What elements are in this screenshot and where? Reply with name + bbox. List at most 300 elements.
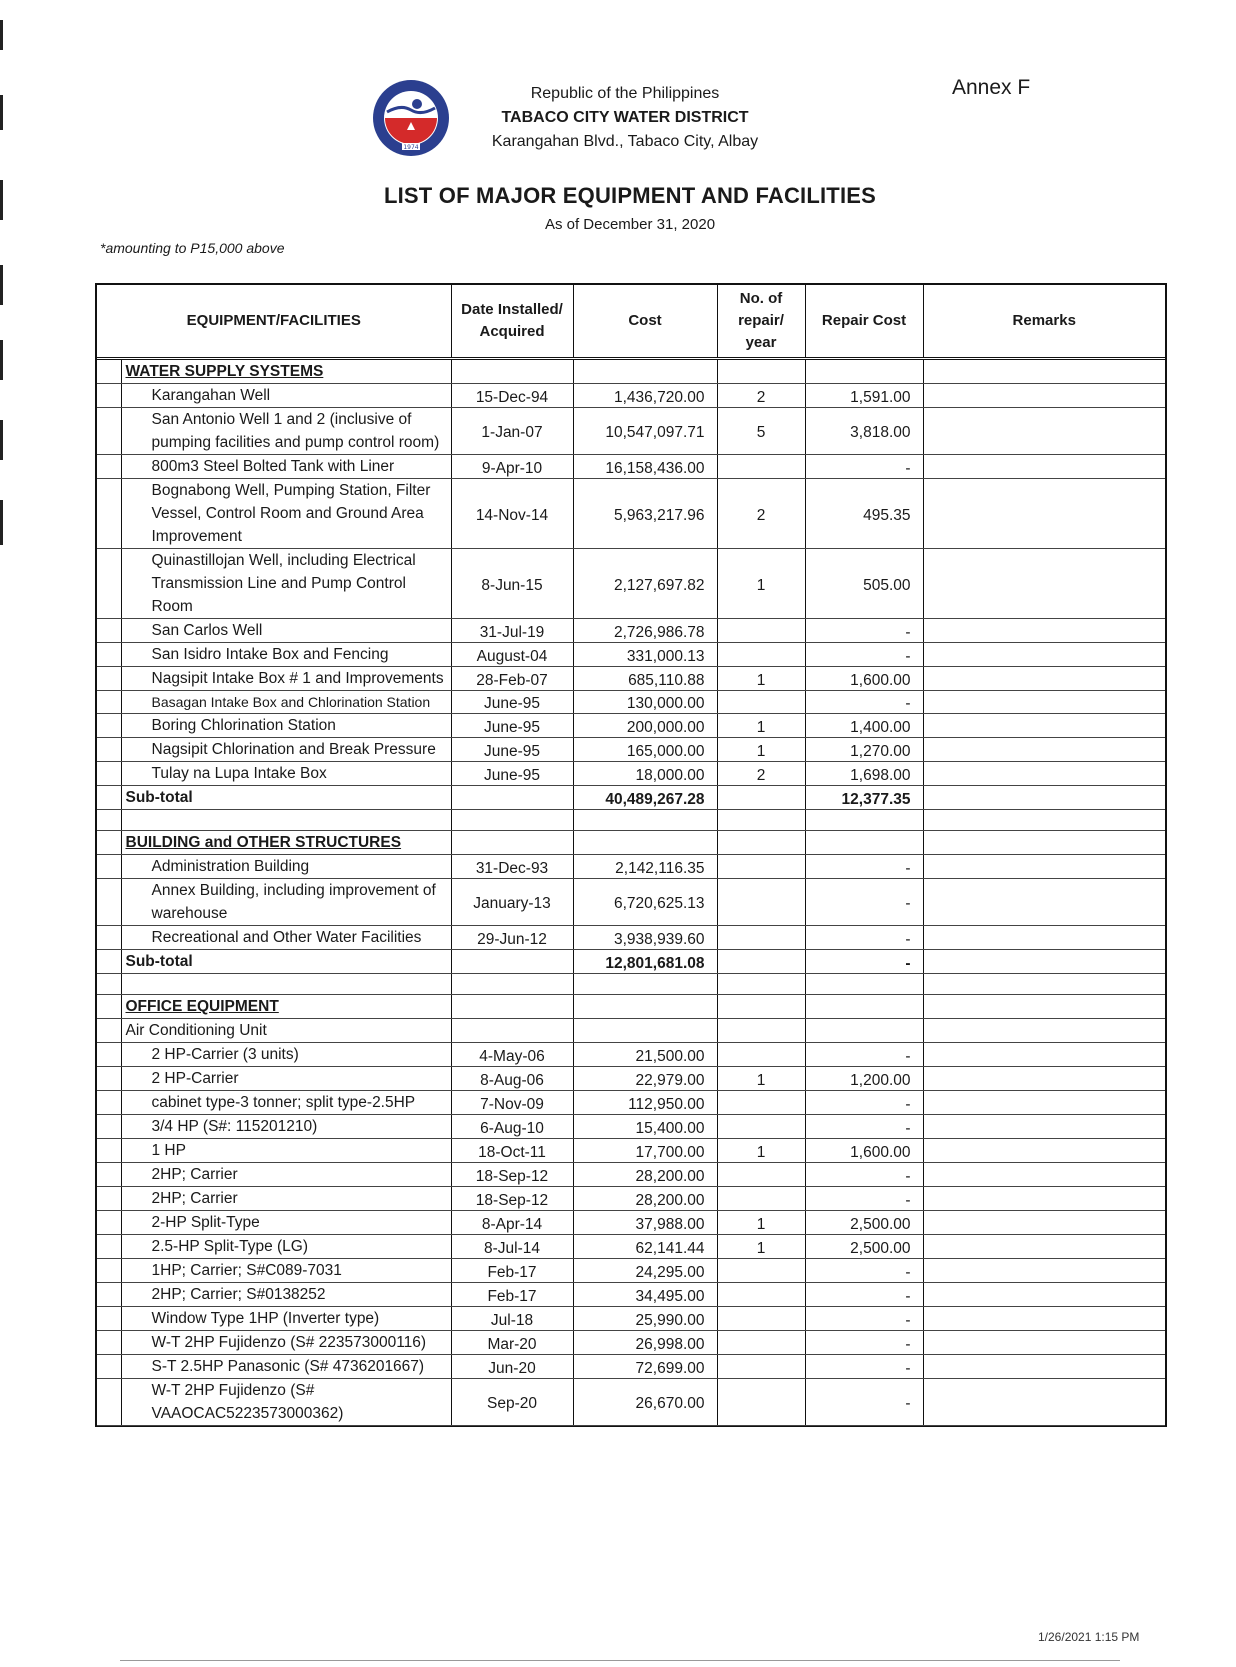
subtotal-row	[97, 950, 1165, 974]
remarks-cell	[923, 786, 1165, 810]
row-gutter	[97, 762, 121, 786]
cost-value: 18,000.00	[573, 762, 717, 786]
amount-footnote: *amounting to P15,000 above	[100, 240, 285, 256]
row-gutter	[97, 359, 121, 384]
subtotal-cost: 40,489,267.28	[573, 786, 717, 810]
repair-count: 1	[717, 714, 805, 738]
empty-cell	[573, 974, 717, 995]
equipment-name: Recreational and Other Water Facilities	[121, 926, 451, 950]
date-installed: 28-Feb-07	[451, 667, 573, 691]
remarks-cell	[923, 738, 1165, 762]
empty-cell	[805, 831, 923, 855]
cost-value: 24,295.00	[573, 1259, 717, 1283]
equipment-name: 2-HP Split-Type	[121, 1211, 451, 1235]
remarks-cell	[923, 667, 1165, 691]
cost-value: 331,000.13	[573, 643, 717, 667]
equipment-name: 2HP; Carrier	[121, 1187, 451, 1211]
cost-value: 26,670.00	[573, 1379, 717, 1426]
repair-cost-value: -	[805, 1307, 923, 1331]
row-gutter	[97, 1379, 121, 1426]
subtotal-cost: 12,801,681.08	[573, 950, 717, 974]
table-row	[97, 549, 1165, 619]
repair-count	[717, 1115, 805, 1139]
date-installed: 18-Sep-12	[451, 1187, 573, 1211]
date-installed: 18-Oct-11	[451, 1139, 573, 1163]
equipment-name: 2.5-HP Split-Type (LG)	[121, 1235, 451, 1259]
date-installed: 7-Nov-09	[451, 1091, 573, 1115]
cost-value: 200,000.00	[573, 714, 717, 738]
repair-count: 1	[717, 549, 805, 619]
remarks-cell	[923, 762, 1165, 786]
remarks-cell	[923, 1307, 1165, 1331]
row-gutter	[97, 974, 121, 995]
section-heading-row	[97, 831, 1165, 855]
repair-count	[717, 455, 805, 479]
col-date: Date Installed/ Acquired	[451, 285, 573, 359]
empty-cell	[451, 950, 573, 974]
date-installed: Mar-20	[451, 1331, 573, 1355]
cost-value: 165,000.00	[573, 738, 717, 762]
repair-cost-value: 1,600.00	[805, 1139, 923, 1163]
section-heading-row	[97, 359, 1165, 384]
repair-count: 1	[717, 1139, 805, 1163]
repair-count: 2	[717, 384, 805, 408]
table-row	[97, 1163, 1165, 1187]
remarks-cell	[923, 384, 1165, 408]
date-installed: June-95	[451, 714, 573, 738]
table-row	[97, 714, 1165, 738]
annex-label: Annex F	[952, 76, 1031, 99]
subtotal-repair-cost: 12,377.35	[805, 786, 923, 810]
table-row	[97, 1067, 1165, 1091]
cost-value: 22,979.00	[573, 1067, 717, 1091]
col-remarks: Remarks	[923, 285, 1165, 359]
remarks-cell	[923, 619, 1165, 643]
repair-count: 1	[717, 667, 805, 691]
row-gutter	[97, 1235, 121, 1259]
equipment-name: 1HP; Carrier; S#C089-7031	[121, 1259, 451, 1283]
equipment-name: Karangahan Well	[121, 384, 451, 408]
row-gutter	[97, 1067, 121, 1091]
equipment-name: Window Type 1HP (Inverter type)	[121, 1307, 451, 1331]
date-installed: 14-Nov-14	[451, 479, 573, 549]
remarks-cell	[923, 691, 1165, 714]
table-row	[97, 1307, 1165, 1331]
empty-cell	[717, 950, 805, 974]
date-installed: Sep-20	[451, 1379, 573, 1426]
repair-cost-value: -	[805, 1259, 923, 1283]
blank-row	[97, 974, 1165, 995]
row-gutter	[97, 1259, 121, 1283]
group-heading: Air Conditioning Unit	[121, 1019, 451, 1043]
row-gutter	[97, 1355, 121, 1379]
table-row	[97, 1235, 1165, 1259]
repair-cost-value: -	[805, 1091, 923, 1115]
date-installed: 8-Apr-14	[451, 1211, 573, 1235]
repair-cost-value: -	[805, 855, 923, 879]
table-row	[97, 1355, 1165, 1379]
table-row	[97, 384, 1165, 408]
equipment-name: San Isidro Intake Box and Fencing	[121, 643, 451, 667]
repair-cost-value: 1,200.00	[805, 1067, 923, 1091]
date-installed: June-95	[451, 691, 573, 714]
table-row	[97, 1187, 1165, 1211]
row-gutter	[97, 667, 121, 691]
section-heading-row	[97, 995, 1165, 1019]
row-gutter	[97, 643, 121, 667]
repair-count	[717, 926, 805, 950]
date-installed: 31-Dec-93	[451, 855, 573, 879]
repair-cost-value: -	[805, 1043, 923, 1067]
cost-value: 37,988.00	[573, 1211, 717, 1235]
remarks-cell	[923, 1163, 1165, 1187]
repair-count	[717, 1379, 805, 1426]
remarks-cell	[923, 1211, 1165, 1235]
repair-count: 5	[717, 408, 805, 455]
empty-cell	[573, 810, 717, 831]
repair-cost-value: 1,600.00	[805, 667, 923, 691]
equipment-name: 3/4 HP (S#: 115201210)	[121, 1115, 451, 1139]
repair-count: 2	[717, 762, 805, 786]
group-heading-row	[97, 1019, 1165, 1043]
remarks-cell	[923, 714, 1165, 738]
table-body	[97, 359, 1165, 1426]
section-heading: BUILDING and OTHER STRUCTURES	[121, 831, 451, 855]
row-gutter	[97, 926, 121, 950]
equipment-name: Basagan Intake Box and Chlorination Station	[121, 691, 451, 714]
row-gutter	[97, 995, 121, 1019]
cost-value: 6,720,625.13	[573, 879, 717, 926]
table-row	[97, 455, 1165, 479]
row-gutter	[97, 384, 121, 408]
document-title: LIST OF MAJOR EQUIPMENT AND FACILITIES	[383, 183, 877, 208]
cost-value: 25,990.00	[573, 1307, 717, 1331]
repair-cost-value: -	[805, 926, 923, 950]
repair-count	[717, 1283, 805, 1307]
repair-cost-value: -	[805, 643, 923, 667]
empty-cell	[451, 995, 573, 1019]
repair-count: 1	[717, 738, 805, 762]
row-gutter	[97, 1043, 121, 1067]
equipment-name: Quinastillojan Well, including Electrical Transmission Line and Pump Control Room	[121, 549, 451, 619]
row-gutter	[97, 1187, 121, 1211]
table-header-row	[97, 285, 1165, 359]
date-installed: August-04	[451, 643, 573, 667]
repair-cost-value: -	[805, 691, 923, 714]
row-gutter	[97, 691, 121, 714]
table-row	[97, 762, 1165, 786]
cost-value: 72,699.00	[573, 1355, 717, 1379]
empty-cell	[923, 831, 1165, 855]
col-equipment: EQUIPMENT/FACILITIES	[97, 285, 451, 359]
empty-cell	[121, 810, 451, 831]
subtotal-label: Sub-total	[121, 950, 451, 974]
table-row	[97, 1379, 1165, 1426]
repair-count	[717, 619, 805, 643]
organization-address: Karangahan Blvd., Tabaco City, Albay	[491, 133, 759, 150]
date-installed: Jul-18	[451, 1307, 573, 1331]
date-installed: 15-Dec-94	[451, 384, 573, 408]
repair-cost-value: -	[805, 619, 923, 643]
repair-count	[717, 1187, 805, 1211]
repair-cost-value: 1,698.00	[805, 762, 923, 786]
equipment-name: S-T 2.5HP Panasonic (S# 4736201667)	[121, 1355, 451, 1379]
repair-count	[717, 879, 805, 926]
section-heading: WATER SUPPLY SYSTEMS	[121, 359, 451, 384]
remarks-cell	[923, 1139, 1165, 1163]
remarks-cell	[923, 643, 1165, 667]
table-row	[97, 738, 1165, 762]
republic-line: Republic of the Philippines	[530, 85, 720, 102]
date-installed: Feb-17	[451, 1259, 573, 1283]
empty-cell	[717, 1019, 805, 1043]
equipment-name: 2 HP-Carrier (3 units)	[121, 1043, 451, 1067]
repair-count	[717, 1043, 805, 1067]
repair-cost-value: -	[805, 1187, 923, 1211]
row-gutter	[97, 1163, 121, 1187]
repair-count	[717, 691, 805, 714]
repair-count	[717, 1163, 805, 1187]
section-heading: OFFICE EQUIPMENT	[121, 995, 451, 1019]
empty-cell	[805, 810, 923, 831]
repair-cost-value: 1,591.00	[805, 384, 923, 408]
table-row	[97, 1139, 1165, 1163]
water-district-seal	[371, 78, 451, 158]
equipment-name: cabinet type-3 tonner; split type-2.5HP	[121, 1091, 451, 1115]
remarks-cell	[923, 1259, 1165, 1283]
empty-cell	[805, 359, 923, 384]
empty-cell	[451, 359, 573, 384]
cost-value: 112,950.00	[573, 1091, 717, 1115]
col-repair-cost: Repair Cost	[805, 285, 923, 359]
cost-value: 26,998.00	[573, 1331, 717, 1355]
date-installed: 6-Aug-10	[451, 1115, 573, 1139]
equipment-name: Nagsipit Chlorination and Break Pressure	[121, 738, 451, 762]
date-installed: 9-Apr-10	[451, 455, 573, 479]
col-repairs: No. of repair/ year	[717, 285, 805, 359]
row-gutter	[97, 1115, 121, 1139]
empty-cell	[923, 974, 1165, 995]
date-installed: June-95	[451, 738, 573, 762]
repair-cost-value: -	[805, 1115, 923, 1139]
date-installed: 18-Sep-12	[451, 1163, 573, 1187]
cost-value: 34,495.00	[573, 1283, 717, 1307]
cost-value: 3,938,939.60	[573, 926, 717, 950]
row-gutter	[97, 1307, 121, 1331]
empty-cell	[717, 359, 805, 384]
remarks-cell	[923, 1355, 1165, 1379]
repair-cost-value: 505.00	[805, 549, 923, 619]
organization-header	[460, 82, 790, 154]
remarks-cell	[923, 549, 1165, 619]
repair-count	[717, 643, 805, 667]
repair-count	[717, 1331, 805, 1355]
cost-value: 130,000.00	[573, 691, 717, 714]
cost-value: 28,200.00	[573, 1187, 717, 1211]
date-installed: June-95	[451, 762, 573, 786]
equipment-name: San Carlos Well	[121, 619, 451, 643]
cost-value: 2,726,986.78	[573, 619, 717, 643]
cost-value: 2,127,697.82	[573, 549, 717, 619]
empty-cell	[121, 974, 451, 995]
subtotal-repair-cost: -	[805, 950, 923, 974]
repair-cost-value: 2,500.00	[805, 1235, 923, 1259]
cost-value: 5,963,217.96	[573, 479, 717, 549]
remarks-cell	[923, 1091, 1165, 1115]
row-gutter	[97, 879, 121, 926]
empty-cell	[451, 786, 573, 810]
row-gutter	[97, 738, 121, 762]
empty-cell	[923, 359, 1165, 384]
remarks-cell	[923, 408, 1165, 455]
row-gutter	[97, 1019, 121, 1043]
date-installed: January-13	[451, 879, 573, 926]
scan-edge-mark	[0, 500, 3, 545]
remarks-cell	[923, 1115, 1165, 1139]
cost-value: 10,547,097.71	[573, 408, 717, 455]
remarks-cell	[923, 926, 1165, 950]
remarks-cell	[923, 1067, 1165, 1091]
cost-value: 15,400.00	[573, 1115, 717, 1139]
table-row	[97, 1043, 1165, 1067]
table-row	[97, 1331, 1165, 1355]
empty-cell	[451, 1019, 573, 1043]
print-timestamp: 1/26/2021 1:15 PM	[1038, 1630, 1140, 1644]
remarks-cell	[923, 855, 1165, 879]
date-installed: 1-Jan-07	[451, 408, 573, 455]
remarks-cell	[923, 479, 1165, 549]
repair-count	[717, 1259, 805, 1283]
row-gutter	[97, 950, 121, 974]
repair-cost-value: -	[805, 1379, 923, 1426]
cost-value: 21,500.00	[573, 1043, 717, 1067]
repair-count	[717, 1091, 805, 1115]
row-gutter	[97, 1091, 121, 1115]
row-gutter	[97, 455, 121, 479]
equipment-name: San Antonio Well 1 and 2 (inclusive of pumping facilities and pump control room)	[121, 408, 451, 455]
repair-cost-value: -	[805, 879, 923, 926]
empty-cell	[451, 831, 573, 855]
row-gutter	[97, 810, 121, 831]
empty-cell	[573, 995, 717, 1019]
equipment-name: W-T 2HP Fujidenzo (S# 223573000116)	[121, 1331, 451, 1355]
table-row	[97, 1091, 1165, 1115]
as-of-date: As of December 31, 2020	[544, 216, 716, 233]
scan-edge-mark	[0, 340, 3, 380]
date-installed: 8-Aug-06	[451, 1067, 573, 1091]
empty-cell	[805, 974, 923, 995]
empty-cell	[717, 974, 805, 995]
row-gutter	[97, 1331, 121, 1355]
blank-row	[97, 810, 1165, 831]
row-gutter	[97, 714, 121, 738]
repair-count	[717, 1307, 805, 1331]
remarks-cell	[923, 1235, 1165, 1259]
table-row	[97, 1211, 1165, 1235]
equipment-name: Annex Building, including improvement of warehouse	[121, 879, 451, 926]
scan-edge-mark	[0, 420, 3, 460]
cost-value: 62,141.44	[573, 1235, 717, 1259]
remarks-cell	[923, 1379, 1165, 1426]
subtotal-label: Sub-total	[121, 786, 451, 810]
table-row	[97, 691, 1165, 714]
date-installed: 8-Jun-15	[451, 549, 573, 619]
table-row	[97, 879, 1165, 926]
scan-edge-mark	[0, 20, 3, 50]
svg-text:1974: 1974	[403, 144, 419, 151]
table-row	[97, 479, 1165, 549]
repair-cost-value: -	[805, 1355, 923, 1379]
remarks-cell	[923, 1187, 1165, 1211]
table-row	[97, 643, 1165, 667]
repair-cost-value: 1,270.00	[805, 738, 923, 762]
row-gutter	[97, 619, 121, 643]
repair-cost-value: -	[805, 1163, 923, 1187]
remarks-cell	[923, 1283, 1165, 1307]
equipment-name: 800m3 Steel Bolted Tank with Liner	[121, 455, 451, 479]
date-installed: 8-Jul-14	[451, 1235, 573, 1259]
row-gutter	[97, 831, 121, 855]
cost-value: 28,200.00	[573, 1163, 717, 1187]
repair-cost-value: -	[805, 455, 923, 479]
repair-cost-value: 3,818.00	[805, 408, 923, 455]
empty-cell	[923, 995, 1165, 1019]
row-gutter	[97, 479, 121, 549]
repair-count: 2	[717, 479, 805, 549]
empty-cell	[451, 810, 573, 831]
remarks-cell	[923, 1043, 1165, 1067]
equipment-name: 2HP; Carrier	[121, 1163, 451, 1187]
equipment-name: W-T 2HP Fujidenzo (S# VAAOCAC5223573000362)	[121, 1379, 451, 1426]
repair-cost-value: -	[805, 1283, 923, 1307]
empty-cell	[573, 359, 717, 384]
table-row	[97, 1283, 1165, 1307]
equipment-name: Administration Building	[121, 855, 451, 879]
repair-cost-value: 495.35	[805, 479, 923, 549]
repair-count: 1	[717, 1211, 805, 1235]
remarks-cell	[923, 1331, 1165, 1355]
repair-cost-value: 1,400.00	[805, 714, 923, 738]
repair-count	[717, 1355, 805, 1379]
row-gutter	[97, 1283, 121, 1307]
subtotal-row	[97, 786, 1165, 810]
table-row	[97, 667, 1165, 691]
cost-value: 2,142,116.35	[573, 855, 717, 879]
empty-cell	[923, 1019, 1165, 1043]
empty-cell	[717, 831, 805, 855]
date-installed: Feb-17	[451, 1283, 573, 1307]
repair-count: 1	[717, 1067, 805, 1091]
cost-value: 1,436,720.00	[573, 384, 717, 408]
date-installed: 4-May-06	[451, 1043, 573, 1067]
col-cost: Cost	[573, 285, 717, 359]
empty-cell	[717, 810, 805, 831]
repair-count	[717, 855, 805, 879]
organization-name: TABACO CITY WATER DISTRICT	[501, 109, 749, 126]
remarks-cell	[923, 950, 1165, 974]
date-installed: 29-Jun-12	[451, 926, 573, 950]
equipment-name: 1 HP	[121, 1139, 451, 1163]
row-gutter	[97, 1211, 121, 1235]
empty-cell	[805, 1019, 923, 1043]
equipment-name: Tulay na Lupa Intake Box	[121, 762, 451, 786]
date-installed: Jun-20	[451, 1355, 573, 1379]
scan-edge-mark	[0, 265, 3, 305]
empty-cell	[451, 974, 573, 995]
remarks-cell	[923, 455, 1165, 479]
table-row	[97, 855, 1165, 879]
empty-cell	[923, 810, 1165, 831]
